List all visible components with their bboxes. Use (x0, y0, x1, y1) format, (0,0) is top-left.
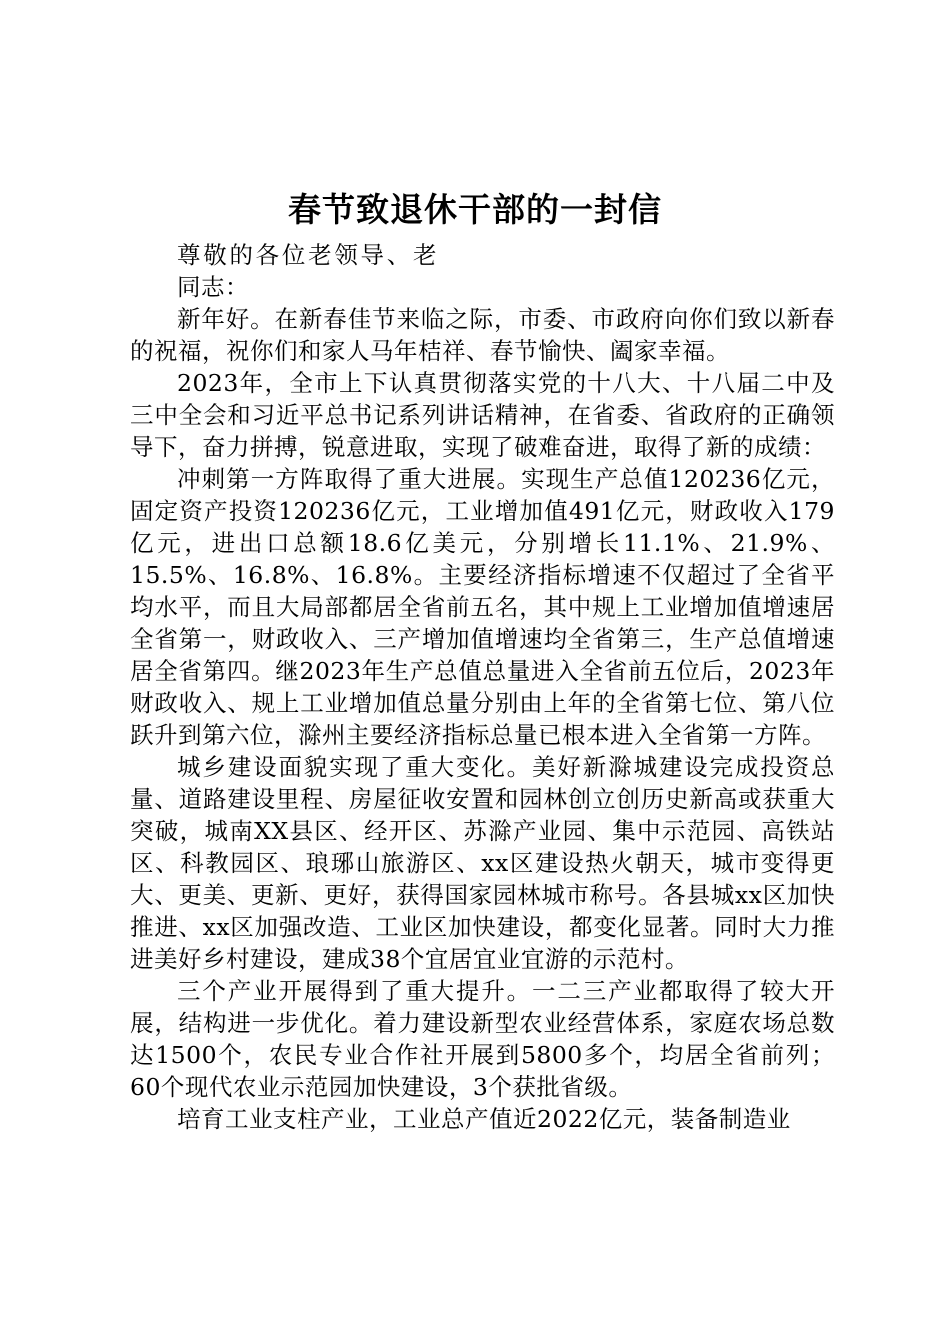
document-title: 春节致退休干部的一封信 (288, 190, 662, 229)
paragraph-manufacturing: 培育工业支柱产业，工业总产值近2022亿元，装备制造业 (177, 1105, 791, 1133)
salutation: 尊敬的各位老领导、老同志： (177, 241, 437, 301)
paragraph-economy: 冲刺第一方阵取得了重大进展。实现生产总值120236亿元，固定资产投资120236亿元，工业增加值491亿元，财政收入179亿元，进出口总额18.6亿美元，分别增长11.1%、21.9%、15.5%、16.8%、16.8%。主要经济指标增速不仅超过了全省平均水平，而且大局部都居全省前五名，其中规上工业增加值增速居全省第一，财政收入、三产增加值增速均全省第三，生产总值增速居全省第四。继2023年生产总值总量进入全省前五位后，2023年财政收入、规上工业增加值总量分别由上年的全省第七位、第八位跃升到第六位，滁州主要经济指标总量已根本进入全省第一方阵。 (130, 465, 835, 749)
document-body (130, 239, 835, 1135)
paragraph-intro: 2023年，全市上下认真贯彻落实党的十八大、十八届二中及三中全会和习近平总书记系列讲话精神，在省委、省政府的正确领导下，奋力拼搏，锐意进取，实现了破难奋进，取得了新的成绩： (130, 369, 835, 461)
paragraph-urban: 城乡建设面貌实现了重大变化。美好新滁城建设完成投资总量、道路建设里程、房屋征收安置和园林创立创历史新高或获重大突破，城南XX县区、经开区、苏滁产业园、集中示范园、高铁站区、科教园区、琅琊山旅游区、xx区建设热火朝天，城市变得更大、更美、更新、更好，获得国家园林城市称号。各县城xx区加快推进、xx区加强改造、工业区加快建设，都变化显著。同时大力推进美好乡村建设，建成38个宜居宜业宜游的示范村。 (130, 753, 835, 973)
paragraph-industry: 三个产业开展得到了重大提升。一二三产业都取得了较大开展，结构进一步优化。着力建设新型农业经营体系，家庭农场总数达1500个，农民专业合作社开展到5800多个，均居全省前列；60个现代农业示范园加快建设，3个获批省级。 (130, 977, 835, 1101)
paragraph-greeting: 新年好。在新春佳节来临之际，市委、市政府向你们致以新春的祝福，祝你们和家人马年桔祥、春节愉快、阖家幸福。 (130, 305, 835, 365)
